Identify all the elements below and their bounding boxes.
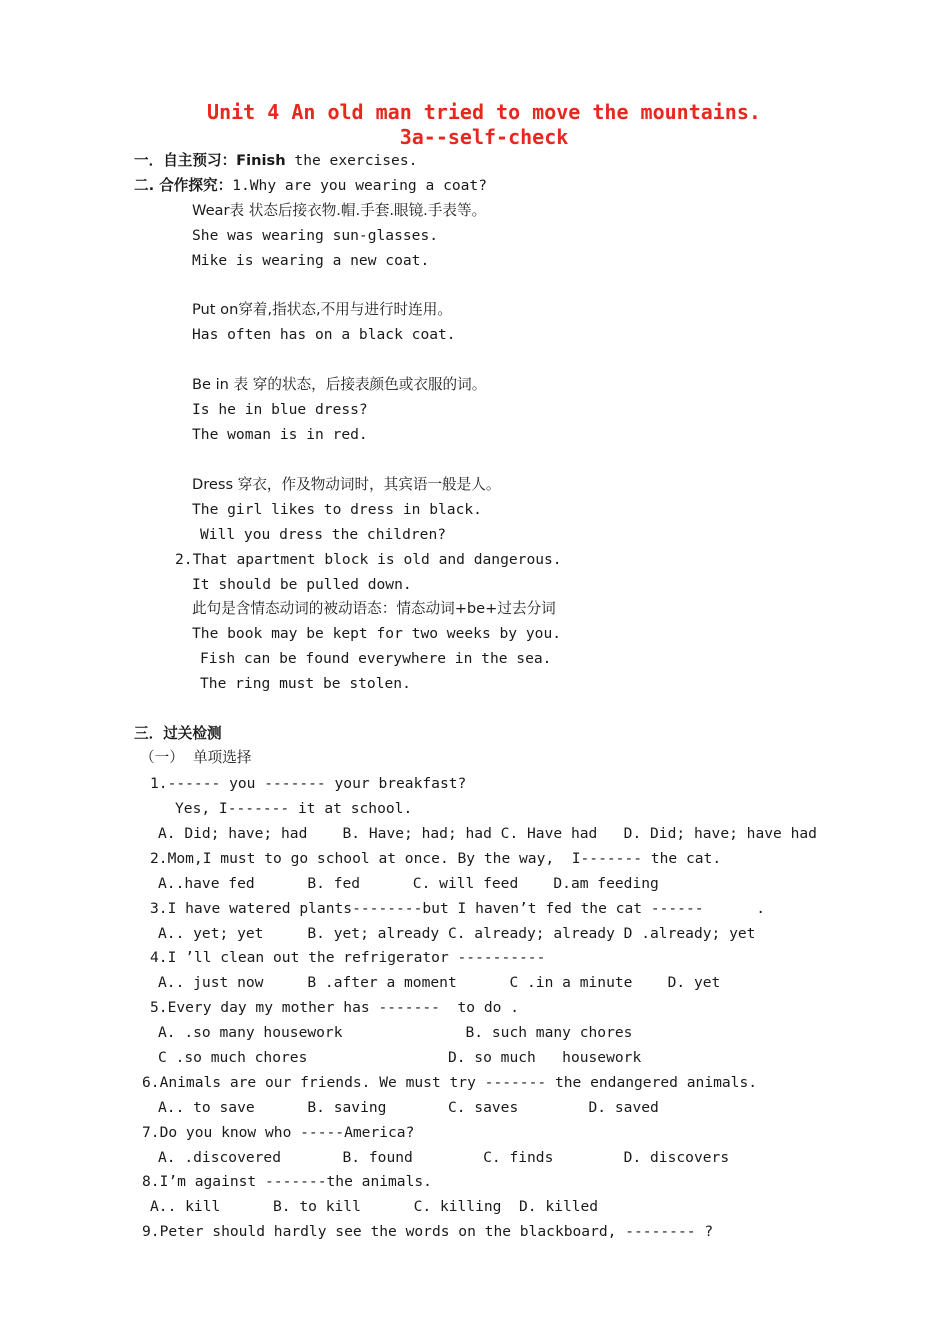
passive-example-3: The ring must be stolen. [200, 675, 411, 692]
quiz-line: 5.Every day my mother has ------- to do . [150, 999, 520, 1016]
quiz-line: 1.------ you ------- your breakfast? [150, 775, 467, 792]
passive-example-2: Fish can be found everywhere in the sea. [200, 650, 552, 667]
dress-explanation: Dress 穿衣，作及物动词时，其宾语一般是人。 [192, 476, 501, 493]
quiz-line: 9.Peter should hardly see the words on the blackboard, -------- ? [142, 1223, 714, 1240]
question-2: 2.That apartment block is old and dangerous. [175, 551, 562, 568]
dress-example-1: The girl likes to dress in black. [192, 501, 482, 518]
be-in-example-2: The woman is in red. [192, 426, 368, 443]
quiz-line: A..have fed B. fed C. will feed D.am feeding [158, 875, 659, 892]
quiz-line: A.. yet; yet B. yet; already C. already; already D .already; yet [158, 925, 756, 942]
put-on-example: Has often has on a black coat. [192, 326, 456, 343]
section-3-label: 三．过关检测 [134, 725, 222, 742]
document-subtitle: 3a--self-check [399, 125, 569, 149]
quiz-line: 8.I’m against -------the animals. [142, 1173, 432, 1190]
quiz-line: 2.Mom,I must to go school at once. By the way, I------- the cat. [150, 850, 722, 867]
passive-explanation: 此句是含情态动词的被动语态：情态动词+be+过去分词 [192, 600, 556, 617]
quiz-line: A.. just now B .after a moment C .in a minute D. yet [158, 974, 721, 991]
wear-example-1: She was wearing sun-glasses. [192, 227, 439, 244]
question-2-example: It should be pulled down. [192, 576, 412, 593]
put-on-explanation: Put on穿着,指状态,不用与进行时连用。 [192, 301, 452, 318]
section-1 [134, 151, 417, 171]
quiz-line: Yes, I------- it at school. [175, 800, 413, 817]
be-in-example-1: Is he in blue dress? [192, 401, 368, 418]
section-1-bold-text: Finish [236, 152, 286, 169]
quiz-line: A. .so many housework B. such many chores [158, 1024, 633, 1041]
section-1-label: 一．自主预习： [134, 152, 237, 169]
quiz-line: A.. kill B. to kill C. killing D. killed [150, 1198, 599, 1215]
quiz-line: A. .discovered B. found C. finds D. discovers [158, 1149, 730, 1166]
wear-explanation: Wear表 状态后接衣物.帽.手套.眼镜.手表等。 [192, 202, 487, 219]
quiz-line: A. Did; have; had B. Have; had; had C. Have had D. Did; have; have had [158, 825, 817, 842]
question-1: 1.Why are you wearing a coat? [232, 177, 488, 194]
quiz-line: 3.I have watered plants--------but I haven’t fed the cat ------ . [150, 900, 766, 917]
section-3-subheading: （一） 单项选择 [140, 749, 252, 766]
wear-example-2: Mike is wearing a new coat. [192, 252, 430, 269]
quiz-line: 7.Do you know who -----America? [142, 1124, 415, 1141]
quiz-line: 4.I ’ll clean out the refrigerator ---------- [150, 949, 546, 966]
passive-example-1: The book may be kept for two weeks by you. [192, 625, 562, 642]
be-in-explanation: Be in 表 穿的状态，后接表颜色或衣服的词。 [192, 376, 487, 393]
document-title: Unit 4 An old man tried to move the mountains. [207, 100, 761, 124]
quiz-line: C .so much chores D. so much housework [158, 1049, 642, 1066]
quiz-line: A.. to save B. saving C. saves D. saved [158, 1099, 659, 1116]
section-2-label: 二. 合作探究： [134, 177, 233, 194]
quiz-line: 6.Animals are our friends. We must try ------- the endangered animals. [142, 1074, 758, 1091]
section-2 [134, 176, 487, 196]
dress-example-2: Will you dress the children? [200, 526, 447, 543]
section-1-text: the exercises. [285, 152, 418, 169]
